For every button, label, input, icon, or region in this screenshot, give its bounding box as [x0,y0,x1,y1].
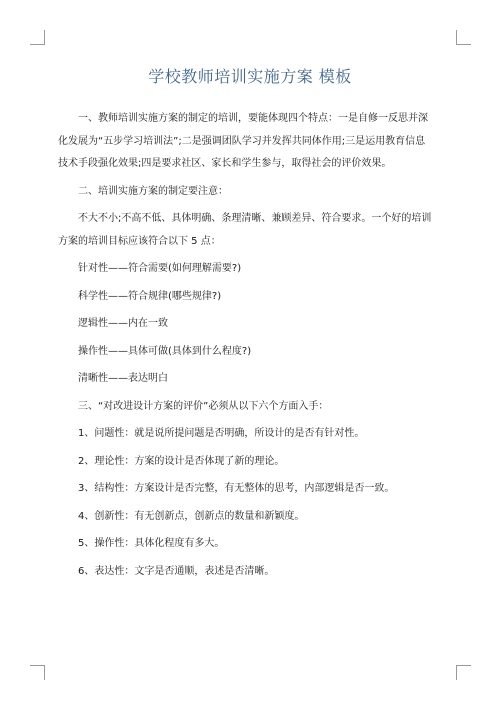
paragraph-line: 方案的培训目标应该符合以下 5 点： [58,235,221,247]
criteria-item: 清晰性——表达明白 [78,373,168,384]
paragraph-line: 不大不小;不高不低、具体明确、条理清晰、兼顾差异、符合要求。一个好的培训 [78,213,432,224]
evaluation-item: 2、理论性：方案的设计是否体现了新的理论。 [78,455,285,467]
evaluation-item: 4、创新性：有无创新点，创新点的数量和新颖度。 [78,510,305,522]
crop-mark-bottom-right [456,665,471,680]
evaluation-item: 1、问题性：就是说所提问题是否明确，所设计的是否有针对性。 [78,428,365,439]
paragraph-line: 化发展为“五步学习培训法”;二是强调团队学习并发挥共同体作用;三是运用教育信息 [58,135,426,147]
document-title: 学校教师培训实施方案 模板 [148,67,352,86]
document-body [58,108,446,583]
crop-mark-top-left [30,30,45,45]
evaluation-item: 6、表达性：文字是否通顺，表述是否清晰。 [78,565,275,577]
criteria-item: 逻辑性——内在一致 [78,318,168,329]
section-heading: 三、“对改进设计方案的评价”必须从以下六个方面入手： [78,400,329,412]
paragraph-line: 一、教师培训实施方案的制定的培训，要能体现四个特点：一是自修一反思并深 [78,113,428,124]
criteria-item: 操作性——具体可做(具体到什么程度?) [78,345,252,357]
criteria-item: 针对性——符合需要(如何理解需要?) [78,263,242,274]
section-heading: 二、培训实施方案的制定要注意： [78,185,228,197]
criteria-item: 科学性——符合规律(哪些规律?) [78,290,222,302]
paragraph-line: 技术手段强化效果;四是要求社区、家长和学生参与，取得社会的评价效果。 [58,158,392,169]
evaluation-item: 5、操作性：具体化程度有多大。 [78,538,225,549]
evaluation-item: 3、结构性：方案设计是否完整，有无整体的思考，内部逻辑是否一致。 [78,483,395,494]
crop-mark-top-right [456,30,471,45]
crop-mark-bottom-left [30,665,45,680]
